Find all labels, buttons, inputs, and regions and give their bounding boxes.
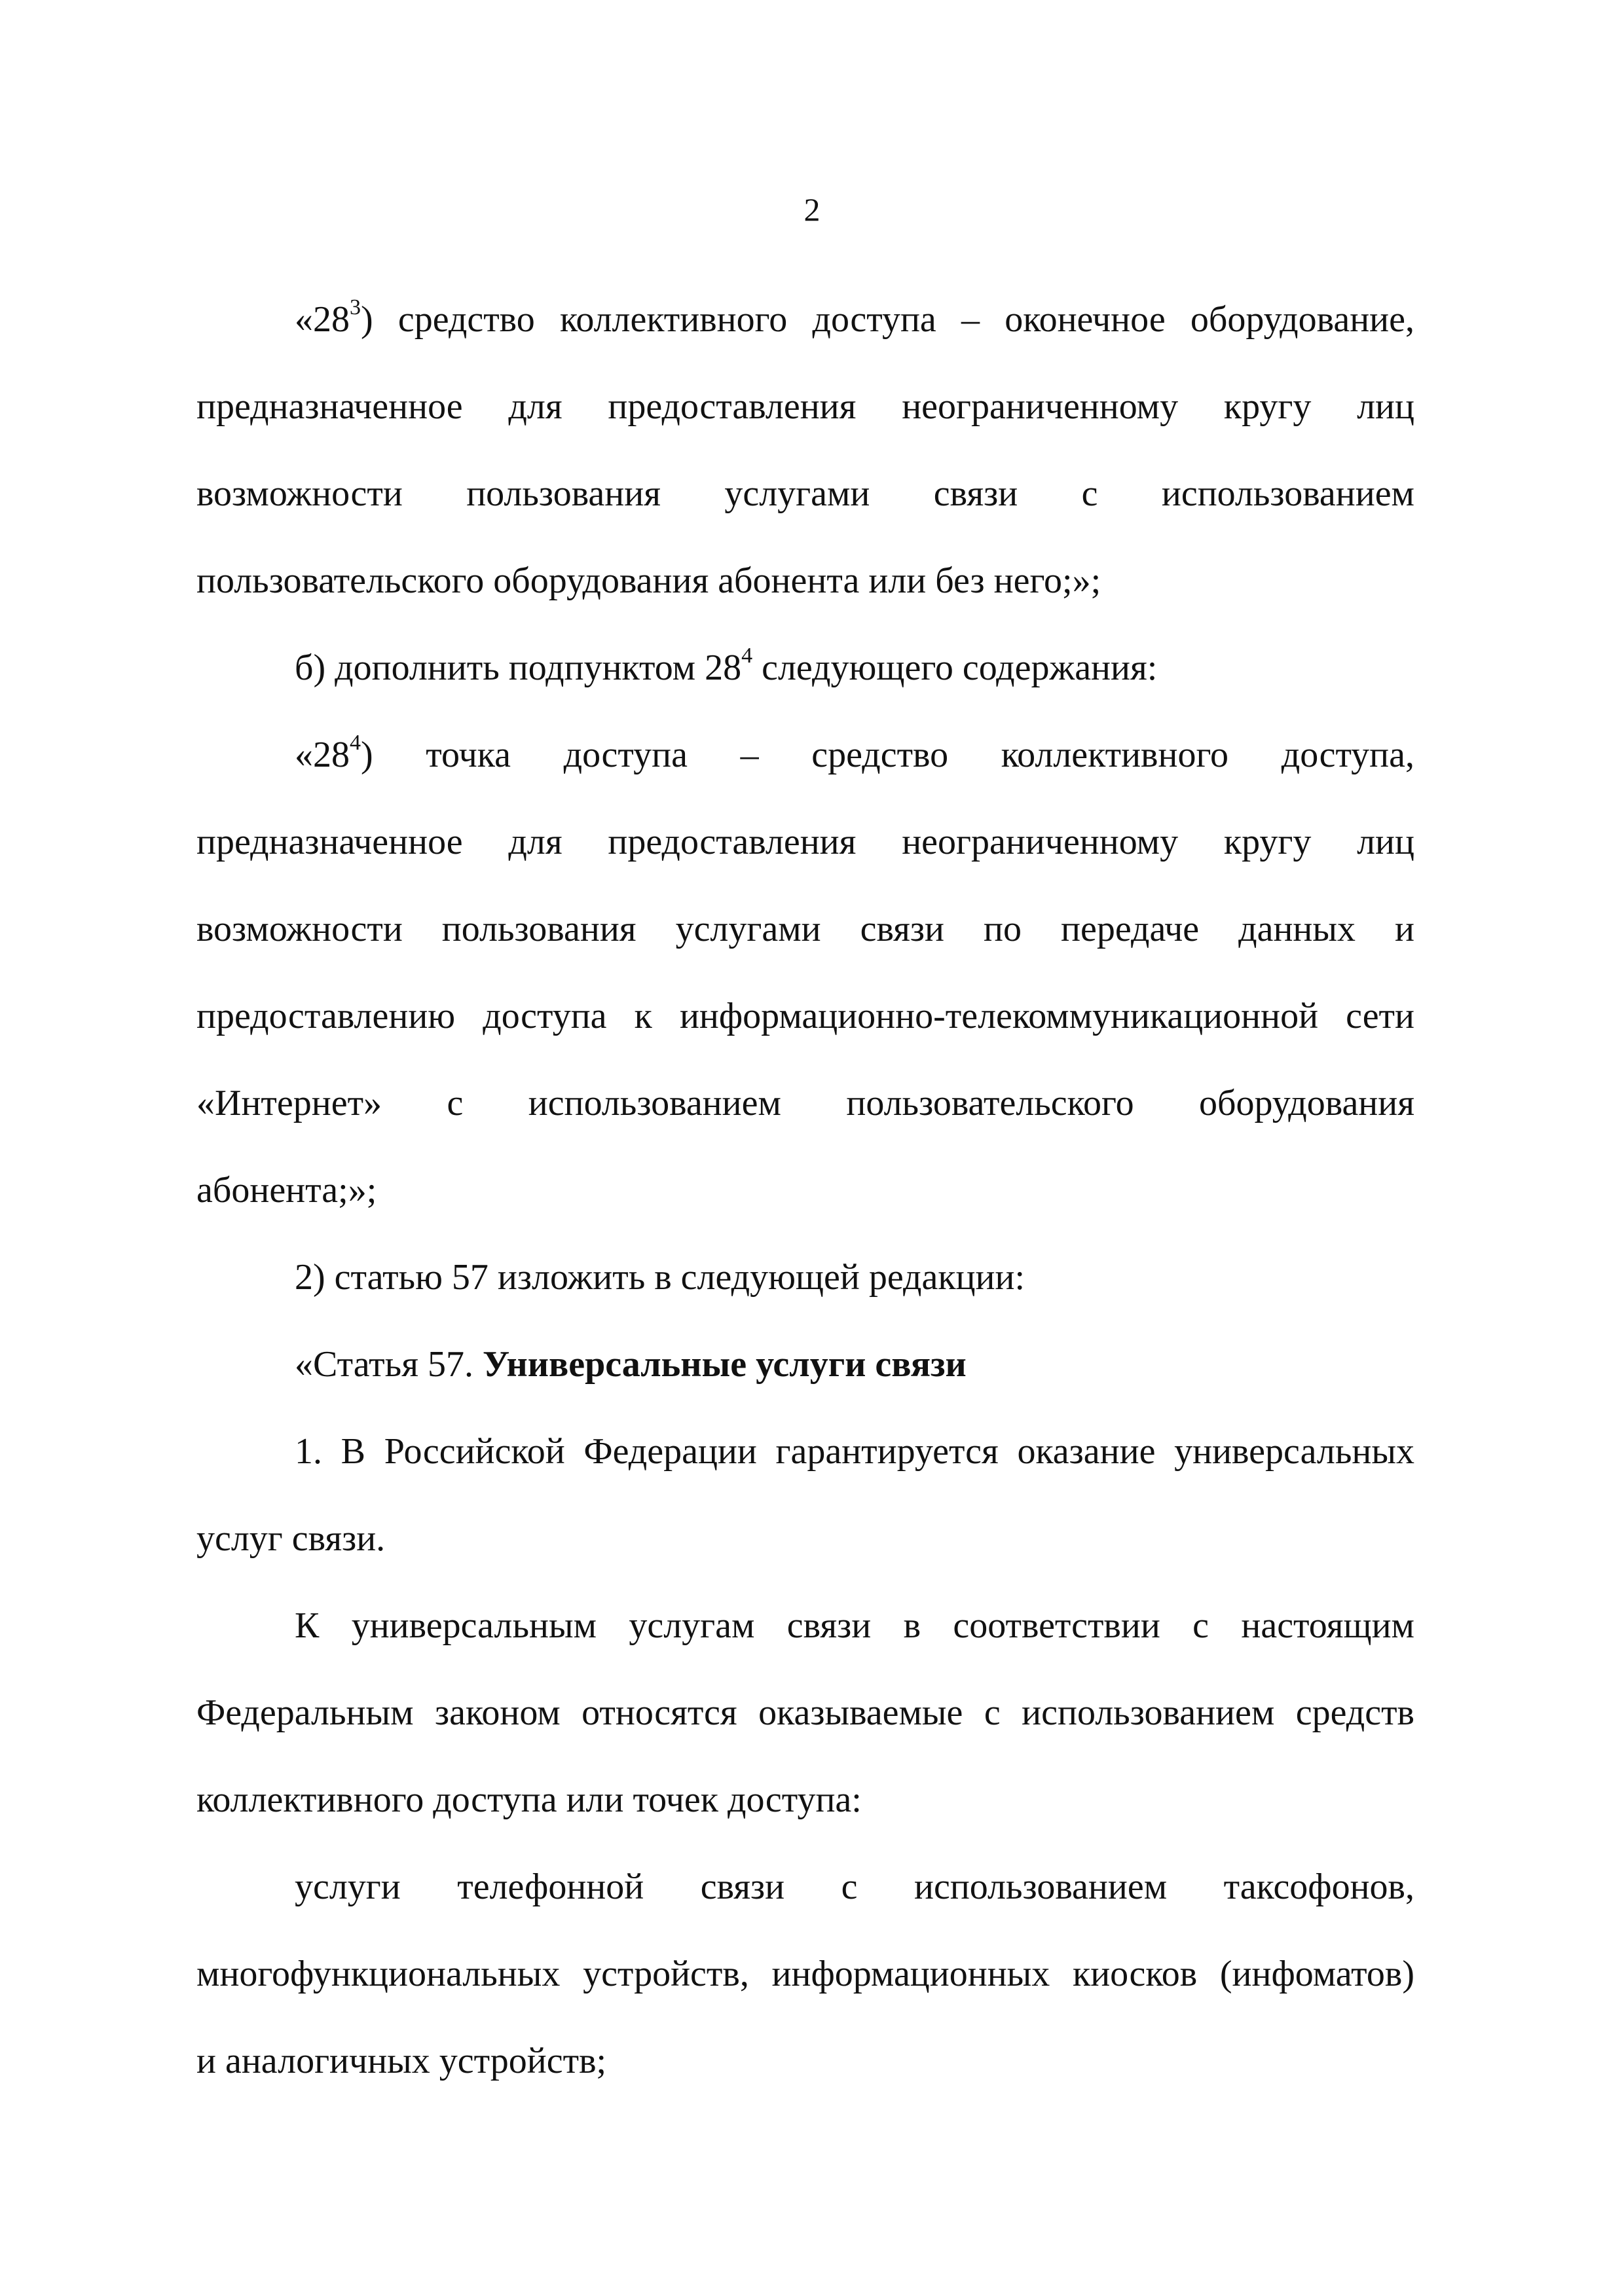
text-line: 1. В Российской Федерации гарантируется оказание универсальных <box>295 1431 1414 1472</box>
text-segment: ) точка доступа – средство коллективного доступа, <box>361 735 1414 775</box>
article-number: «Статья 57. <box>295 1344 483 1385</box>
page-number: 2 <box>803 191 821 228</box>
text-segment: «28 <box>295 299 350 340</box>
text-line: абонента;»; <box>196 1170 377 1211</box>
text-segment: следующего содержания: <box>752 647 1158 688</box>
text-line: К универсальным услугам связи в соответствии с настоящим <box>295 1605 1414 1646</box>
text-segment: б) дополнить подпунктом 28 <box>295 647 742 688</box>
text-line <box>196 635 1414 722</box>
text-line: и аналогичных устройств; <box>196 2041 607 2081</box>
text-line: предоставлению доступа к информационно-телекоммуникационной сети <box>196 996 1414 1036</box>
text-line: возможности пользования услугами связи по передаче данных и <box>196 909 1414 949</box>
text-line: Федеральным законом относятся оказываемые с использованием средств <box>196 1692 1414 1733</box>
text-line <box>196 722 1414 809</box>
document-body <box>196 287 1414 2115</box>
text-line: «Интернет» с использованием пользовательского оборудования <box>196 1083 1414 1123</box>
text-line: предназначенное для предоставления неограниченному кругу лиц <box>196 386 1414 427</box>
text-line: 2) статью 57 изложить в следующей редакции: <box>295 1257 1025 1298</box>
text-line: коллективного доступа или точек доступа: <box>196 1779 862 1820</box>
text-line: многофункциональных устройств, информационных киосков (инфоматов) <box>196 1954 1414 1994</box>
text-line: возможности пользования услугами связи с использованием <box>196 473 1414 514</box>
text-segment: ) средство коллективного доступа – оконечное оборудование, <box>361 299 1414 340</box>
text-line <box>196 287 1414 374</box>
article-title: Универсальные услуги связи <box>482 1344 967 1385</box>
article-heading <box>196 1332 1414 1419</box>
text-segment: «28 <box>295 735 350 775</box>
text-line: услуги телефонной связи с использованием таксофонов, <box>295 1867 1414 1907</box>
text-line: пользовательского оборудования абонента или без него;»; <box>196 560 1101 601</box>
superscript: 4 <box>350 731 361 756</box>
superscript: 4 <box>741 644 753 668</box>
superscript: 3 <box>350 295 361 320</box>
text-line: услуг связи. <box>196 1518 386 1559</box>
text-line: предназначенное для предоставления неограниченному кругу лиц <box>196 822 1414 862</box>
